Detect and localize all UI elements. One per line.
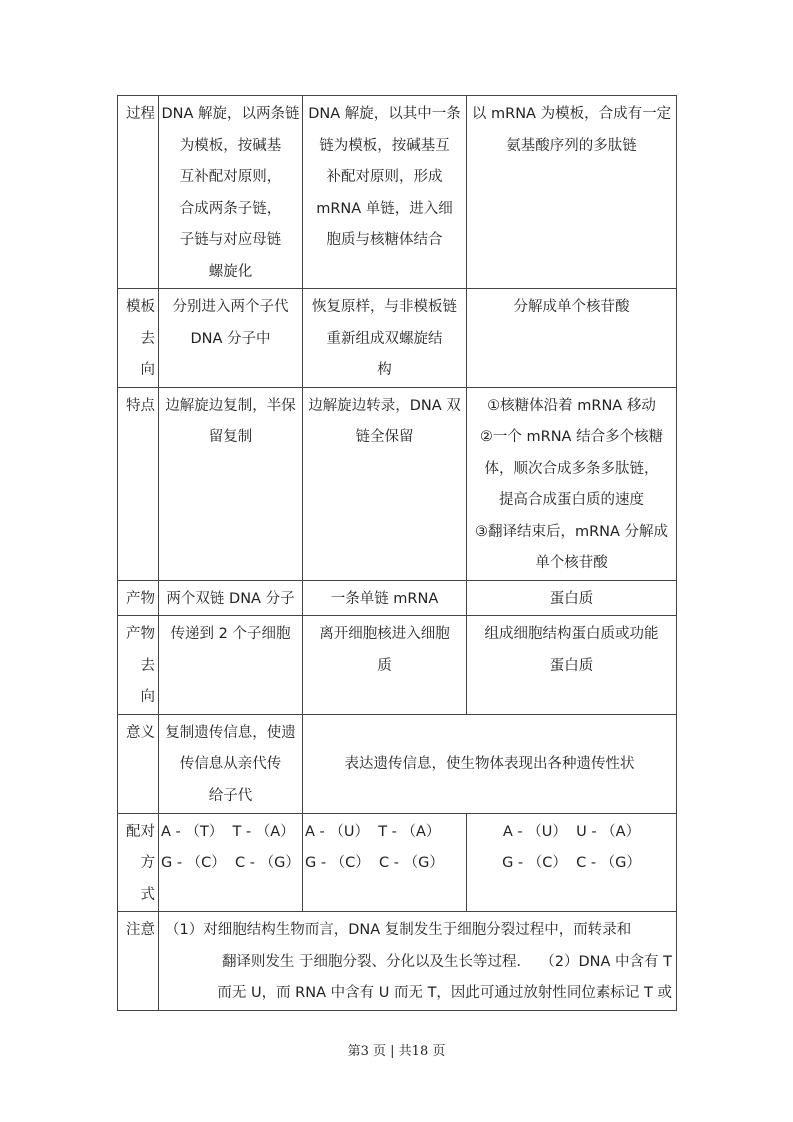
table-cell <box>467 616 677 715</box>
cell-text-line: 蛋白质 <box>549 590 594 607</box>
cell-text-line: DNA 分子中 <box>190 330 271 347</box>
cell-text-line: 提高合成蛋白质的速度 <box>499 492 644 508</box>
table-row <box>118 714 677 813</box>
table-cell <box>303 714 677 813</box>
table-cell <box>159 289 303 388</box>
cell-text-line: 螺旋化 <box>208 263 253 280</box>
cell-text-line: 构 <box>377 362 392 378</box>
row-label-line: 特点 <box>126 397 155 414</box>
table-cell <box>303 813 467 912</box>
table-cell <box>303 96 467 289</box>
row-label <box>118 387 159 580</box>
cell-text-line: 边解旋边转录，DNA 双 <box>308 397 461 414</box>
cell-text-line: 翻译则发生 于细胞分裂、分化以及生长等过程． （2）DNA 中含有 T <box>221 953 672 970</box>
table-row <box>118 616 677 715</box>
row-label-line: 方 <box>140 855 155 871</box>
row-label <box>118 96 159 289</box>
row-label <box>118 616 159 715</box>
row-label-line: 意义 <box>126 724 155 741</box>
row-label-line: 式 <box>140 886 155 903</box>
table-cell <box>159 912 677 1011</box>
table-cell <box>467 289 677 388</box>
page-footer: 第3 页 | 共18 页 <box>347 1044 446 1059</box>
row-label-line: 模板 <box>126 299 155 315</box>
table-cell <box>467 96 677 289</box>
table-cell <box>159 616 303 715</box>
cell-text-line: ③翻译结束后，mRNA 分解成 <box>474 523 669 540</box>
table-row <box>118 912 677 1011</box>
cell-text-line: 补配对原则，形成 <box>326 169 443 185</box>
cell-text-line: 分别进入两个子代 <box>172 299 289 315</box>
cell-text-line: 质 <box>377 657 392 674</box>
table-cell <box>303 580 467 616</box>
row-label-line: 注意 <box>126 922 155 938</box>
cell-text-line: 留复制 <box>208 429 253 445</box>
cell-text-line: 蛋白质 <box>549 657 594 674</box>
cell-text-line: ②一个 mRNA 结合多个核糖 <box>479 429 664 445</box>
cell-text-line: 合成两条子链， <box>179 200 282 217</box>
cell-text-line: A - （U） U - （A） <box>502 823 641 840</box>
cell-text-line: 组成细胞结构蛋白质或功能 <box>484 626 659 642</box>
row-label <box>118 714 159 813</box>
cell-text-line: 链全保留 <box>355 429 414 445</box>
cell-text-line: 传信息从亲代传 <box>179 756 282 772</box>
row-label-line: 产物 <box>126 590 155 607</box>
cell-text-line: ①核糖体沿着 mRNA 移动 <box>487 397 656 414</box>
cell-text-line: 分解成单个核苷酸 <box>513 299 630 315</box>
cell-text-line: A - （T） T - （A） <box>161 823 295 840</box>
cell-text-line: 重新组成双螺旋结 <box>326 330 443 347</box>
row-label-line: 配对 <box>126 823 155 840</box>
cell-text-line: 体，顺次合成多条多肽链， <box>484 460 659 477</box>
cell-text-line: A - （U） T - （A） <box>305 823 441 840</box>
cell-text-line: 以 mRNA 为模板，合成有一定 <box>471 106 672 122</box>
table-row <box>118 580 677 616</box>
cell-text-line: DNA 解旋，以两条链 <box>161 106 300 122</box>
cell-text-line: 子链与对应母链 <box>179 232 282 248</box>
row-label <box>118 813 159 912</box>
cell-text-line: G - （C） C - （G） <box>161 855 300 871</box>
row-label <box>118 580 159 616</box>
table-row <box>118 387 677 580</box>
table-cell <box>467 580 677 616</box>
table-cell <box>159 580 303 616</box>
row-label <box>118 912 159 1011</box>
cell-text-line: 单个核苷酸 <box>535 555 608 571</box>
table-cell <box>303 289 467 388</box>
cell-text-line: 胞质与核糖体结合 <box>326 232 443 248</box>
cell-text-line: 恢复原样，与非模板链 <box>312 299 457 315</box>
row-label-line: 过程 <box>126 106 155 122</box>
row-label <box>118 289 159 388</box>
table-row <box>118 96 677 289</box>
row-label-line: 去 <box>140 330 155 347</box>
table-cell <box>467 813 677 912</box>
table-cell <box>159 387 303 580</box>
cell-text-line: （1）对细胞结构生物而言，DNA 复制发生于细胞分裂过程中，而转录和 <box>165 922 632 938</box>
cell-text-line: G - （C） C - （G） <box>502 855 641 871</box>
cell-text-line: 链为模板，按碱基互 <box>319 137 450 154</box>
table-cell <box>303 387 467 580</box>
row-label-line: 向 <box>140 362 155 378</box>
cell-text-line: 互补配对原则， <box>179 169 282 185</box>
cell-text-line: 为模板，按碱基 <box>179 137 282 154</box>
table-cell <box>159 96 303 289</box>
cell-text-line: 离开细胞核进入细胞 <box>319 626 450 642</box>
cell-text-line: DNA 解旋，以其中一条 <box>308 106 461 122</box>
cell-text-line: 而无 U，而 RNA 中含有 U 而无 T，因此可通过放射性同位素标记 T 或 <box>217 985 672 1001</box>
row-label-line: 去 <box>140 657 155 674</box>
cell-text-line: 传递到 2 个子细胞 <box>170 626 291 642</box>
cell-text-line: 一条单链 mRNA <box>330 590 439 607</box>
comparison-table <box>117 95 677 1011</box>
table-cell <box>159 714 303 813</box>
cell-text-line: 表达遗传信息，使生物体表现出各种遗传性状 <box>344 756 635 773</box>
table-row <box>118 813 677 912</box>
row-label-line: 产物 <box>126 626 155 642</box>
table-cell <box>303 616 467 715</box>
cell-text-line: 复制遗传信息，使遗 <box>165 724 296 741</box>
cell-text-line: mRNA 单链，进入细 <box>316 200 453 217</box>
table-cell <box>467 387 677 580</box>
row-label-line: 向 <box>140 689 155 705</box>
table-cell <box>159 813 303 912</box>
table-row <box>118 289 677 388</box>
cell-text-line: 氨基酸序列的多肽链 <box>506 137 637 154</box>
cell-text-line: 边解旋边复制，半保 <box>165 397 296 414</box>
cell-text-line: G - （C） C - （G） <box>305 855 444 871</box>
cell-text-line: 给子代 <box>208 787 253 804</box>
cell-text-line: 两个双链 DNA 分子 <box>166 590 295 607</box>
